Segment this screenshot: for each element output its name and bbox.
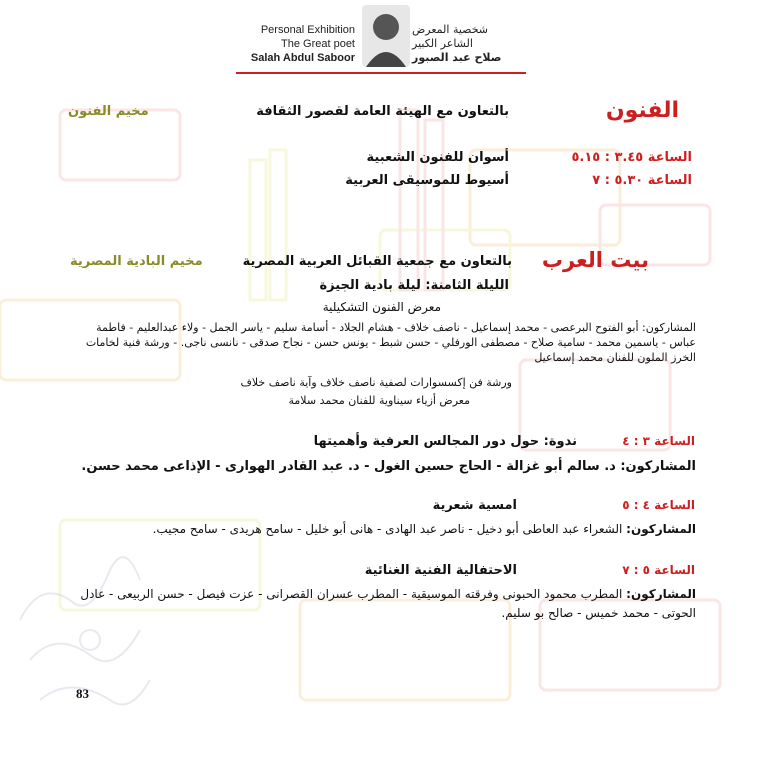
event-3-participants-text: المطرب محمود الحبونى وفرقته الموسيقية - المطرب عسران القصرانى - عزت فيصل - حسن الربيعى - عادل الحوتى - محمد خميس - صالح بو سليم. (80, 587, 696, 620)
header-english-title (240, 23, 355, 65)
bayt-camp: مخيم البادية المصرية (70, 254, 203, 269)
bayt-title: بيت العرب (541, 248, 649, 272)
fonoun-time-1: الساعة ٣.٤٥ : ٥.١٥ (571, 150, 692, 165)
event-3-participants (60, 585, 696, 623)
event-1-participants-text: د. سالم أبو غزالة - الحاج حسين الغول - د. عبد القادر الهوارى - الإذاعى محمد حسن. (81, 459, 616, 474)
bayt-exhibition: معرض الفنون التشكيلية (322, 300, 441, 314)
header-en-line3: Salah Abdul Saboor (250, 52, 355, 64)
header-ar-line3: صلاح عبد الصبور (412, 51, 502, 64)
bayt-workshop: ورشة فن إكسسوارات لصفية ناصف خلاف وآية ناصف خلاف (240, 376, 512, 389)
header-ar-line1: شخصية المعرض (412, 23, 489, 36)
fonoun-time-2: الساعة ٥.٣٠ : ٧ (592, 173, 692, 188)
bayt-cooperation: بالتعاون مع جمعية القبائل العربية المصرية (242, 254, 512, 269)
event-2-participants-text: الشعراء عبد العاطى أبو دخيل - ناصر عبد الهادى - هانى أبو خليل - سامح هريدى - سامح مجيب. (152, 522, 623, 536)
event-1-participants (60, 457, 696, 477)
event-1-title: ندوة: حول دور المجالس العرفية وأهميتها (313, 434, 577, 449)
fonoun-camp: مخيم الفنون (68, 104, 149, 119)
fonoun-event-1: أسوان للفنون الشعبية (366, 150, 509, 165)
header-divider (236, 72, 526, 74)
header-portrait (362, 5, 410, 67)
bayt-night: الليلة الثامنة: ليلة بادية الجيزة (319, 278, 509, 293)
event-2-participants-label: المشاركون: (626, 522, 696, 536)
event-3-participants-label: المشاركون: (626, 587, 696, 601)
page-number: 83 (76, 686, 89, 701)
portrait-icon (362, 5, 410, 67)
header-en-line1: Personal Exhibition (260, 24, 355, 36)
fonoun-cooperation: بالتعاون مع الهيئة العامة لقصور الثقافة (256, 104, 509, 119)
fonoun-event-2: أسيوط للموسيقى العربية (345, 173, 509, 188)
header-arabic-title (412, 23, 502, 65)
bayt-participants: المشاركون: أبو الفتوح البرعصى - محمد إسماعيل - ناصف خلاف - هشام الجلاد - أسامة سليم - ياسر الجمل - ولاء عبدالعليم - فاطمة عباس - ياسمين محمد - سامية صلاح - مصطفى الورفلي - حسن شبط - يونس حسن - نجاح صدقى - نانسى ناجى. - ورشة فنية لخامات الخرز الملون للفنان محمد إسماعيل (85, 321, 696, 364)
event-2-time: الساعة ٤ : ٥ (622, 498, 695, 512)
event-1-time: الساعة ٣ : ٤ (622, 434, 695, 448)
event-3-time: الساعة ٥ : ٧ (622, 563, 695, 577)
header-ar-line2: الشاعر الكبير (412, 37, 473, 50)
event-2-title: امسية شعرية (432, 498, 517, 513)
header-en-line2: The Great poet (281, 38, 355, 50)
event-3-title: الاحتفالية الفنية الغنائية (364, 563, 517, 578)
event-2-participants (60, 520, 696, 539)
event-1-participants-label: المشاركون: (620, 459, 696, 474)
fonoun-title: الفنون (605, 98, 679, 123)
bayt-costumes: معرض أزياء سيناوية للفنان محمد سلامة (288, 394, 470, 407)
